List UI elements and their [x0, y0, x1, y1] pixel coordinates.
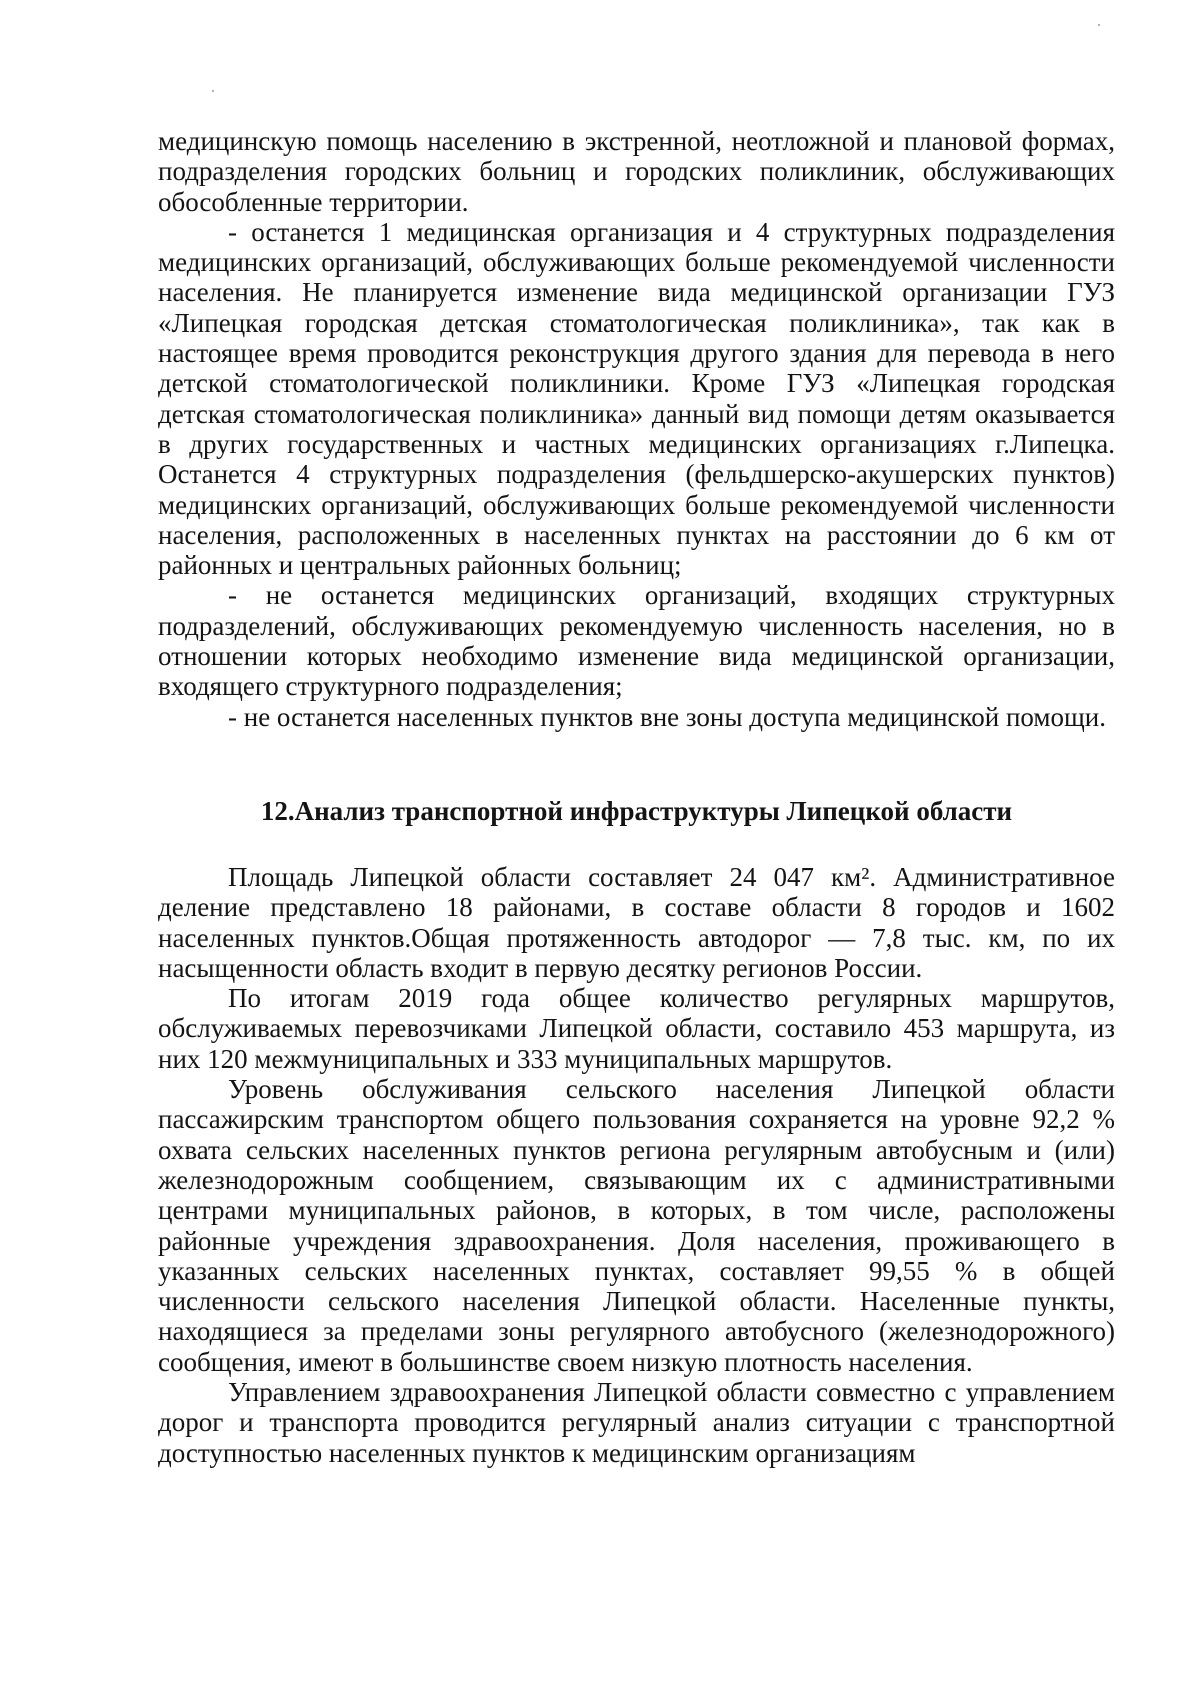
paragraph-continuation: медицинскую помощь населению в экстренной, неотложной и плановой формах, подразделения городских больниц и городских поликлиник, обслуживающих обособленные территории. [158, 126, 1115, 217]
paragraph: Площадь Липецкой области составляет 24 047 км². Административное деление представлено 18 районами, в составе области 8 городов и 1602 населенных пунктов.Общая протяженность автодорог — 7,8 тыс. км, по их насыщенности область входит в первую десятку регионов России. [158, 861, 1115, 983]
document-body [158, 126, 1115, 1468]
scan-speck [1098, 24, 1100, 26]
paragraph: По итогам 2019 года общее количество регулярных маршрутов, обслуживаемых перевозчиками Липецкой области, составило 453 маршрута, из них 120 межмуниципальных и 333 муниципальных маршрутов. [158, 983, 1115, 1074]
paragraph-list-item: - не останется населенных пунктов вне зоны доступа медицинской помощи. [228, 701, 1106, 732]
paragraph-list-item: - не останется медицинских организаций, входящих структурных подразделений, обслуживающих рекомендуемую численность населения, но в отношении которых необходимо изменение вида медицинской организации, входящего структурного подразделения; [158, 580, 1115, 702]
section-heading: 12.Анализ транспортной инфраструктуры Липецкой области [260, 795, 1013, 826]
scan-speck [212, 90, 214, 92]
paragraph: Управлением здравоохранения Липецкой области совместно с управлением дорог и транспорта проводится регулярный анализ ситуации с транспортной доступностью населенных пунктов к медицинским организациям [158, 1376, 1115, 1468]
paragraph-list-item: - останется 1 медицинская организация и 4 структурных подразделения медицинских организаций, обслуживающих больше рекомендуемой численности населения. Не планируется изменение вида медицинской организации ГУЗ «Липецкая городская детская стоматологическая поликлиника», так как в настоящее время проводится реконструкция другого здания для перевода в него детской стоматологической поликлиники. Кроме ГУЗ «Липецкая городская детская стоматологическая поликлиника» данный вид помощи детям оказывается в других государственных и частных медицинских организациях г.Липецка. Останется 4 структурных подразделения (фельдшерско-акушерских пунктов) медицинских организаций, обслуживающих больше рекомендуемой численности населения, расположенных в населенных пунктах на расстоянии до 6 км от районных и центральных районных больниц; [158, 216, 1115, 581]
paragraph: Уровень обслуживания сельского населения Липецкой области пассажирским транспортом общего пользования сохраняется на уровне 92,2 % охвата сельских населенных пунктов региона регулярным автобусным и (или) железнодорожным сообщением, связывающим их с административными центрами муниципальных районов, в которых, в том числе, расположены районные учреждения здравоохранения. Доля населения, проживающего в указанных сельских населенных пунктах, составляет 99,55 % в общей численности сельского населения Липецкой области. Населенные пункты, находящиеся за пределами зоны регулярного автобусного (железнодорожного) сообщения, имеют в большинстве своем низкую плотность населения. [158, 1074, 1115, 1377]
